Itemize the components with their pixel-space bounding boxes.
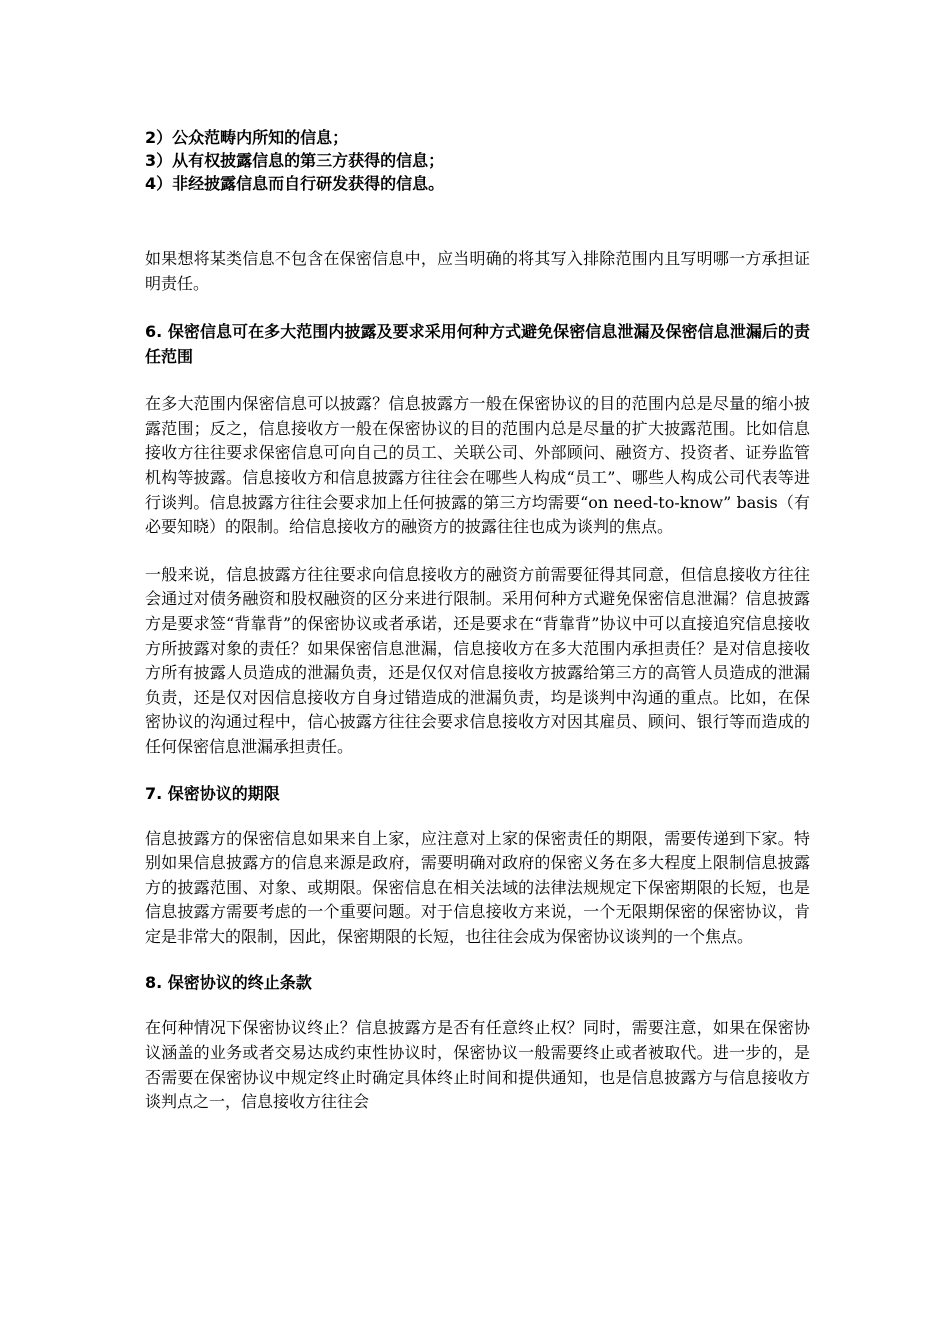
list-item: 3）从有权披露信息的第三方获得的信息； — [145, 151, 445, 170]
paragraph-section-6-1: 在多大范围内保密信息可以披露？信息披露方一般在保密协议的目的范围内总是尽量的缩小披露范围；反之，信息接收方一般在保密协议的目的范围内总是尽量的扩大披露范围。比如信息接收方往往要求保密信息可向自己的员工、关联公司、外部顾问、融资方、投资者、证券监管机构等披露。信息接收方和信息披露方往往会在哪些人构成“员工”、哪些人构成公司代表等进行谈判。信息披露方往往会要求加上任何披露的第三方均需要“on need-to-know” basis（有必要知晓）的限制。给信息接收方的融资方的披露往往也成为谈判的焦点。 — [145, 394, 810, 537]
list-item: 4）非经披露信息而自行研发获得的信息。 — [145, 174, 445, 193]
paragraph-section-8-1: 在何种情况下保密协议终止？信息披露方是否有任意终止权？同时，需要注意，如果在保密协议涵盖的业务或者交易达成约束性协议时，保密协议一般需要终止或者被取代。进一步的，是否需要在保密协议中规定终止时确定具体终止时间和提供通知，也是信息披露方与信息接收方谈判点之一，信息接收方往往会 — [145, 1018, 810, 1112]
spacer — [145, 995, 810, 1016]
section-heading-8: 8. 保密协议的终止条款 — [145, 973, 312, 993]
spacer — [145, 540, 810, 563]
spacer — [145, 760, 810, 781]
list-item: 2）公众范畴内所知的信息； — [145, 128, 349, 147]
spacer — [145, 806, 810, 827]
section-heading-6: 6. 保密信息可在多大范围内披露及要求采用何种方式避免保密信息泄漏及保密信息泄漏后的责任范围 — [145, 322, 810, 367]
document-page — [145, 126, 810, 1115]
paragraph-section-6-2: 一般来说，信息披露方往往要求向信息接收方的融资方前需要征得其同意，但信息接收方往往会通过对债务融资和股权融资的区分来进行限制。采用何种方式避免保密信息泄漏？信息披露方是要求签“背靠背”的保密协议或者承诺，还是要求在“背靠背”协议中可以直接追究信息接收方所披露对象的责任？如果保密信息泄漏，信息接收方在多大范围内承担责任？是对信息接收方所有披露人员造成的泄漏负责，还是仅仅对信息接收方披露给第三方的高管人员造成的泄漏负责，还是仅对因信息接收方自身过错造成的泄漏负责，均是谈判中沟通的重点。比如，在保密协议的沟通过程中，信心披露方往往会要求信息接收方对因其雇员、顾问、银行等而造成的任何保密信息泄漏承担责任。 — [145, 564, 810, 756]
spacer — [145, 949, 810, 970]
spacer — [145, 369, 810, 392]
section-heading-7: 7. 保密协议的期限 — [145, 783, 280, 803]
paragraph-section-7-1: 信息披露方的保密信息如果来自上家，应注意对上家的保密责任的期限，需要传递到下家。特别如果信息披露方的信息来源是政府，需要明确对政府的保密义务在多大程度上限制信息披露方的披露范围、对象、或期限。保密信息在相关法域的法律法规规定下保密期限的长短，也是信息披露方需要考虑的一个重要问题。对于信息接收方来说，一个无限期保密的保密协议，肯定是非常大的限制，因此，保密期限的长短，也往往会成为保密协议谈判的一个焦点。 — [145, 828, 810, 946]
spacer — [145, 296, 810, 319]
paragraph-exclusion-note: 如果想将某类信息不包含在保密信息中，应当明确的将其写入排除范围内且写明哪一方承担证明责任。 — [145, 249, 810, 293]
spacer — [145, 195, 810, 247]
